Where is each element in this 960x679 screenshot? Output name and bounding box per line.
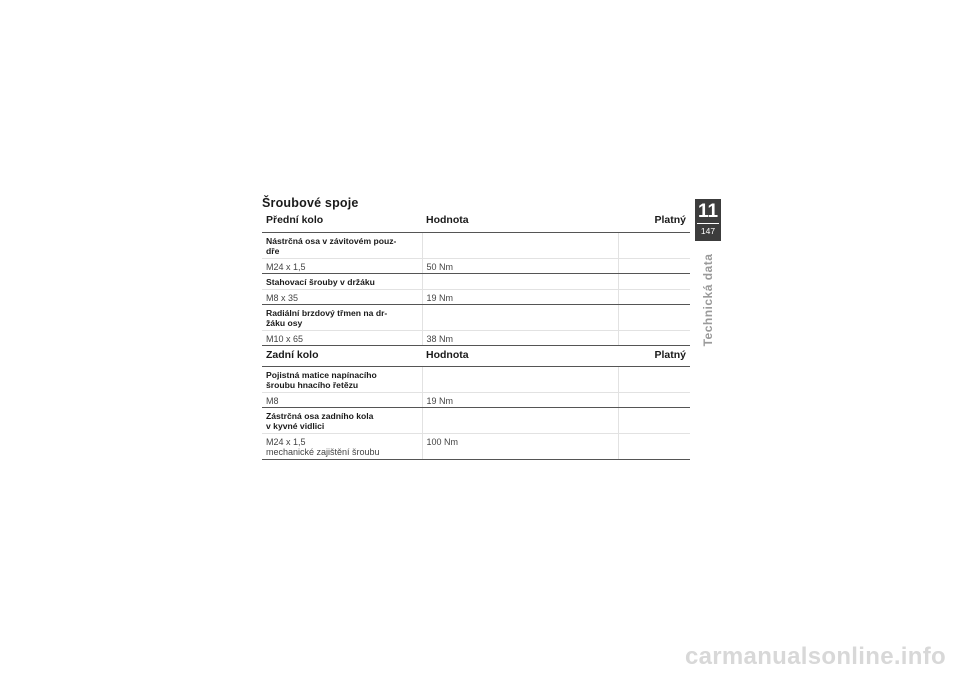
table-row: [262, 258, 690, 273]
table-row: [262, 433, 690, 459]
header-value: Hodnota: [422, 345, 618, 366]
watermark: carmanualsonline.info: [684, 643, 946, 670]
page-number: 147: [700, 226, 716, 236]
part-name: Zástrčná osa zadního kola v kyvné vidlici: [262, 407, 422, 433]
section-header-rear-wheel: [262, 345, 690, 366]
section-header-front-wheel: [262, 211, 690, 232]
part-spec-note: mechanické zajištění šroubu: [266, 446, 380, 457]
table-row: [262, 392, 690, 407]
header-valid: Platný: [618, 345, 690, 366]
table-row: [262, 273, 690, 289]
torque-value: 19 Nm: [422, 392, 618, 407]
header-part: Přední kolo: [262, 211, 422, 232]
part-name: Nástrčná osa v závitovém pouz- dře: [262, 232, 422, 258]
table-row: [262, 232, 690, 258]
part-spec: M24 x 1,5: [262, 258, 422, 273]
torque-value: 38 Nm: [422, 330, 618, 345]
table-row: [262, 289, 690, 304]
torque-value: 19 Nm: [422, 289, 618, 304]
part-spec: M10 x 65: [262, 330, 422, 345]
part-name: Radiální brzdový třmen na dr- žáku osy: [262, 304, 422, 330]
chapter-tab: [695, 199, 721, 241]
table-row: [262, 304, 690, 330]
section-side-label: Technická data: [701, 253, 715, 347]
chapter-number: 11: [697, 201, 719, 222]
part-name: Stahovací šrouby v držáku: [262, 273, 422, 289]
table-row: [262, 330, 690, 345]
table-row: [262, 366, 690, 392]
header-value: Hodnota: [422, 211, 618, 232]
header-part: Zadní kolo: [262, 345, 422, 366]
torque-value: 100 Nm: [422, 433, 618, 459]
torque-table: [262, 211, 690, 460]
part-spec: M8: [262, 392, 422, 407]
torque-value: 50 Nm: [422, 258, 618, 273]
part-spec: M24 x 1,5: [266, 436, 306, 447]
part-spec: M8 x 35: [262, 289, 422, 304]
page-title: Šroubové spoje: [262, 196, 359, 210]
header-valid: Platný: [618, 211, 690, 232]
table-row: [262, 407, 690, 433]
part-name: Pojistná matice napínacího šroubu hnacího řetězu: [262, 366, 422, 392]
